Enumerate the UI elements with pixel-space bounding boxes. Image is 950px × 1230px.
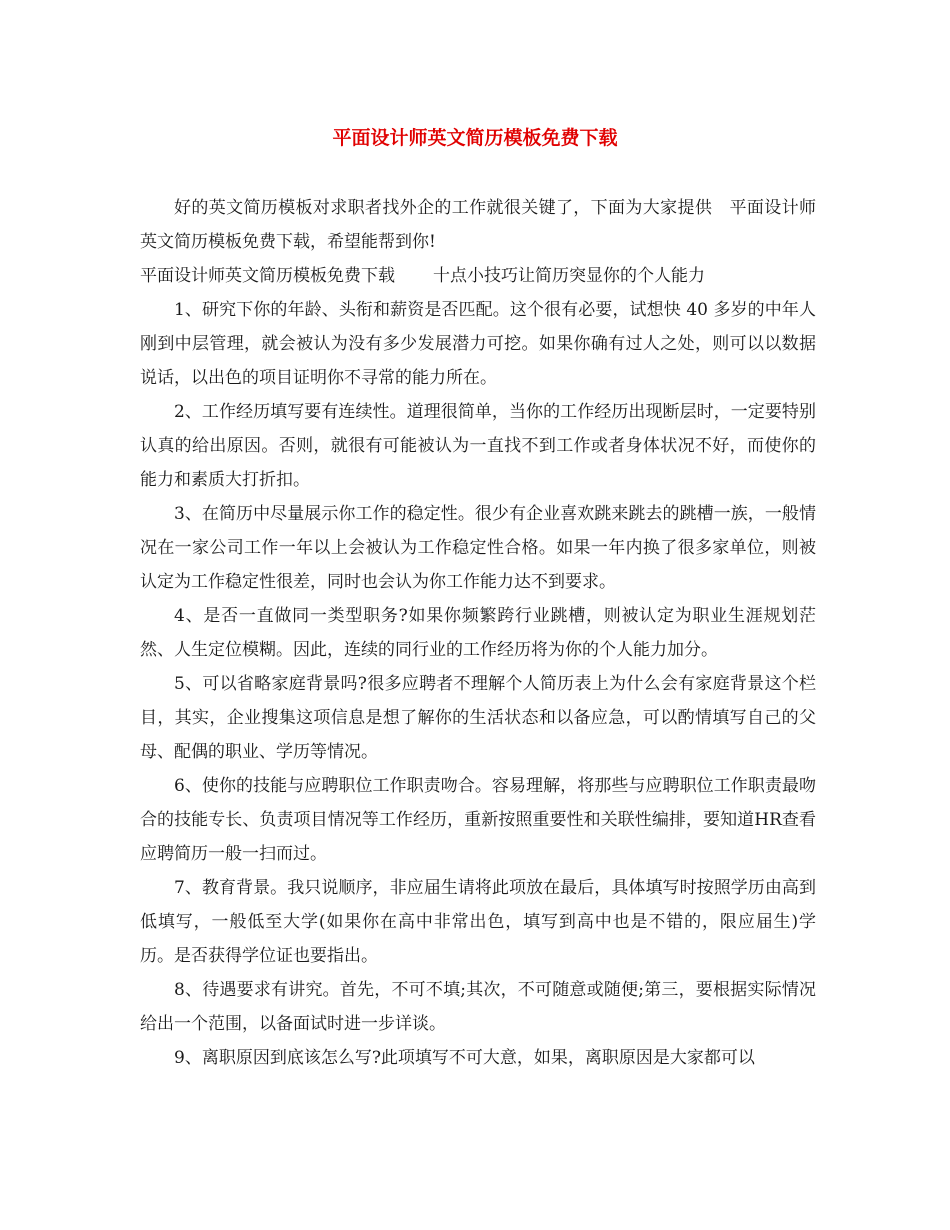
document-title: 平面设计师英文简历模板免费下载 [332,127,618,149]
subheading-right: 十点小技巧让简历突显你的个人能力 [433,266,705,286]
document-body [140,191,816,1075]
tip-paragraph-6: 6、使你的技能与应聘职位工作职责吻合。容易理解，将那些与应聘职位工作职责最吻合的技能专长、负责项目情况等工作经历，重新按照重要性和关联性编排，要知道HR查看应聘简历一般一扫而过。 [140,776,816,864]
subheading-left: 平面设计师英文简历模板免费下载 [140,266,395,286]
tip-paragraph-1: 1、研究下你的年龄、头衔和薪资是否匹配。这个很有必要，试想快 40 多岁的中年人刚到中层管理，就会被认为没有多少发展潜力可挖。如果你确有过人之处，则可以以数据说话，以出色的项目证明你不寻常的能力所在。 [140,300,816,388]
tip-paragraph-7: 7、教育背景。我只说顺序，非应届生请将此项放在最后，具体填写时按照学历由高到低填写，一般低至大学(如果你在高中非常出色，填写到高中也是不错的，限应届生)学历。是否获得学位证也要指出。 [140,878,816,966]
tip-paragraph-4: 4、是否一直做同一类型职务?如果你频繁跨行业跳槽，则被认定为职业生涯规划茫然、人生定位模糊。因此，连续的同行业的工作经历将为你的个人能力加分。 [140,606,816,660]
tip-paragraph-5: 5、可以省略家庭背景吗?很多应聘者不理解个人简历表上为什么会有家庭背景这个栏目，其实，企业搜集这项信息是想了解你的生活状态和以备应急，可以酌情填写自己的父母、配偶的职业、学历等情况。 [140,674,816,762]
intro-paragraph: 好的英文简历模板对求职者找外企的工作就很关键了，下面为大家提供 平面设计师英文简历模板免费下载，希望能帮到你! [140,198,816,252]
tip-paragraph-9: 9、离职原因到底该怎么写?此项填写不可大意，如果，离职原因是大家都可以 [174,1048,755,1068]
tip-paragraph-3: 3、在简历中尽量展示你工作的稳定性。很少有企业喜欢跳来跳去的跳槽一族，一般情况在一家公司工作一年以上会被认为工作稳定性合格。如果一年内换了很多家单位，则被认定为工作稳定性很差，同时也会认为你工作能力达不到要求。 [140,504,816,592]
subheading-line [140,259,816,293]
tip-paragraph-8: 8、待遇要求有讲究。首先，不可不填;其次，不可随意或随便;第三，要根据实际情况给出一个范围，以备面试时进一步详谈。 [140,980,816,1034]
tip-paragraph-2: 2、工作经历填写要有连续性。道理很简单，当你的工作经历出现断层时，一定要特别认真的给出原因。否则，就很有可能被认为一直找不到工作或者身体状况不好，而使你的能力和素质大打折扣。 [140,402,816,490]
